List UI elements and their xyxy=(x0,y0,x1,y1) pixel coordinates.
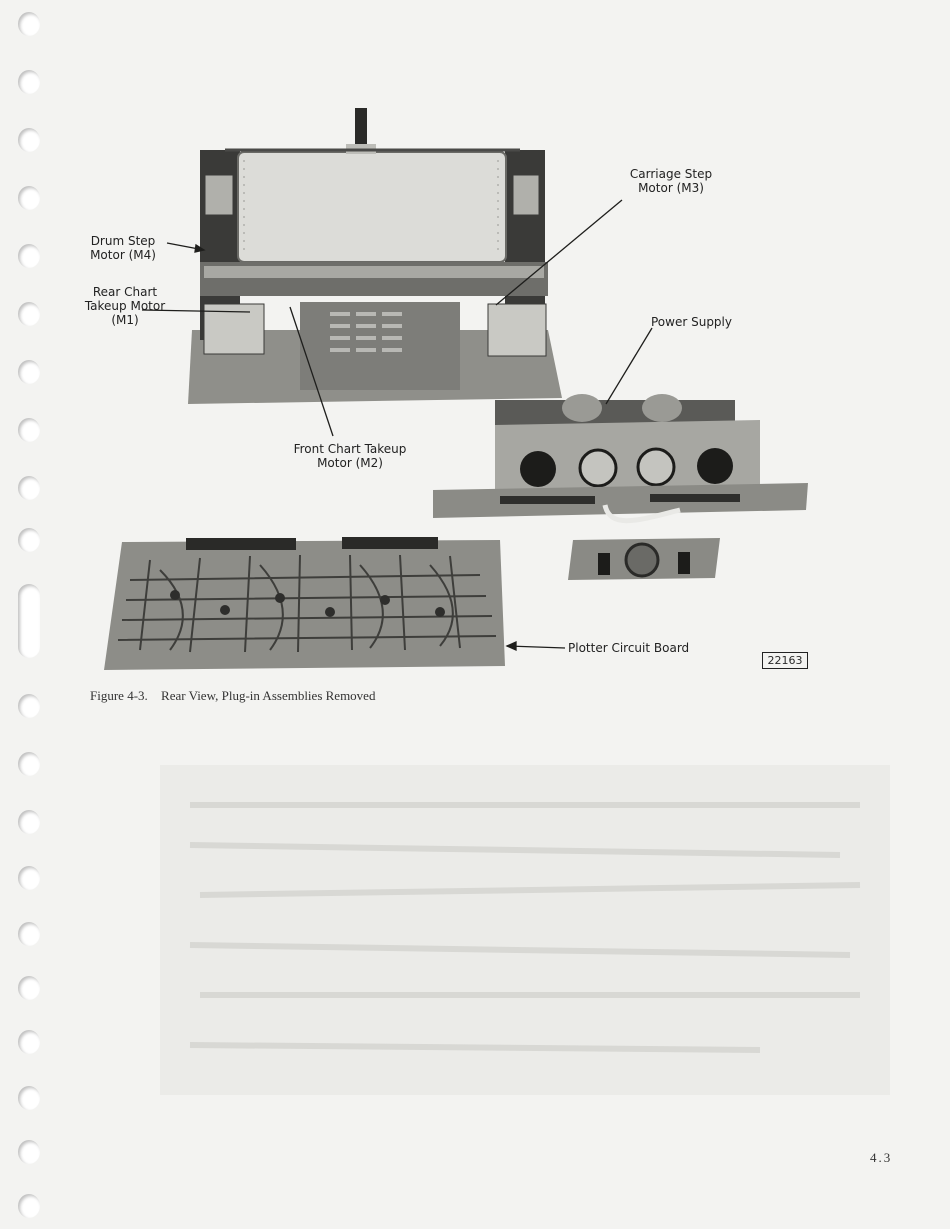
figure-number: Figure 4-3. xyxy=(90,688,148,703)
label-power-supply: Power Supply xyxy=(651,315,732,329)
figure-id-box: 22163 xyxy=(762,652,808,669)
label-drum-step-motor: Drum Step Motor (M4) xyxy=(90,234,156,262)
plotter-assembly xyxy=(188,108,562,404)
figure-caption xyxy=(90,688,385,704)
plotter-circuit-board xyxy=(104,537,505,670)
label-carriage-step-motor: Carriage Step Motor (M3) xyxy=(629,167,713,195)
label-front-chart-takeup-motor: Front Chart Takeup Motor (M2) xyxy=(293,442,407,470)
page-number: 4.3 xyxy=(870,1150,893,1165)
label-rear-chart-takeup-motor: Rear Chart Takeup Motor (M1) xyxy=(84,285,166,327)
label-plotter-circuit-board: Plotter Circuit Board xyxy=(568,641,690,655)
figure-title: Rear View, Plug-in Assemblies Removed xyxy=(161,688,376,703)
